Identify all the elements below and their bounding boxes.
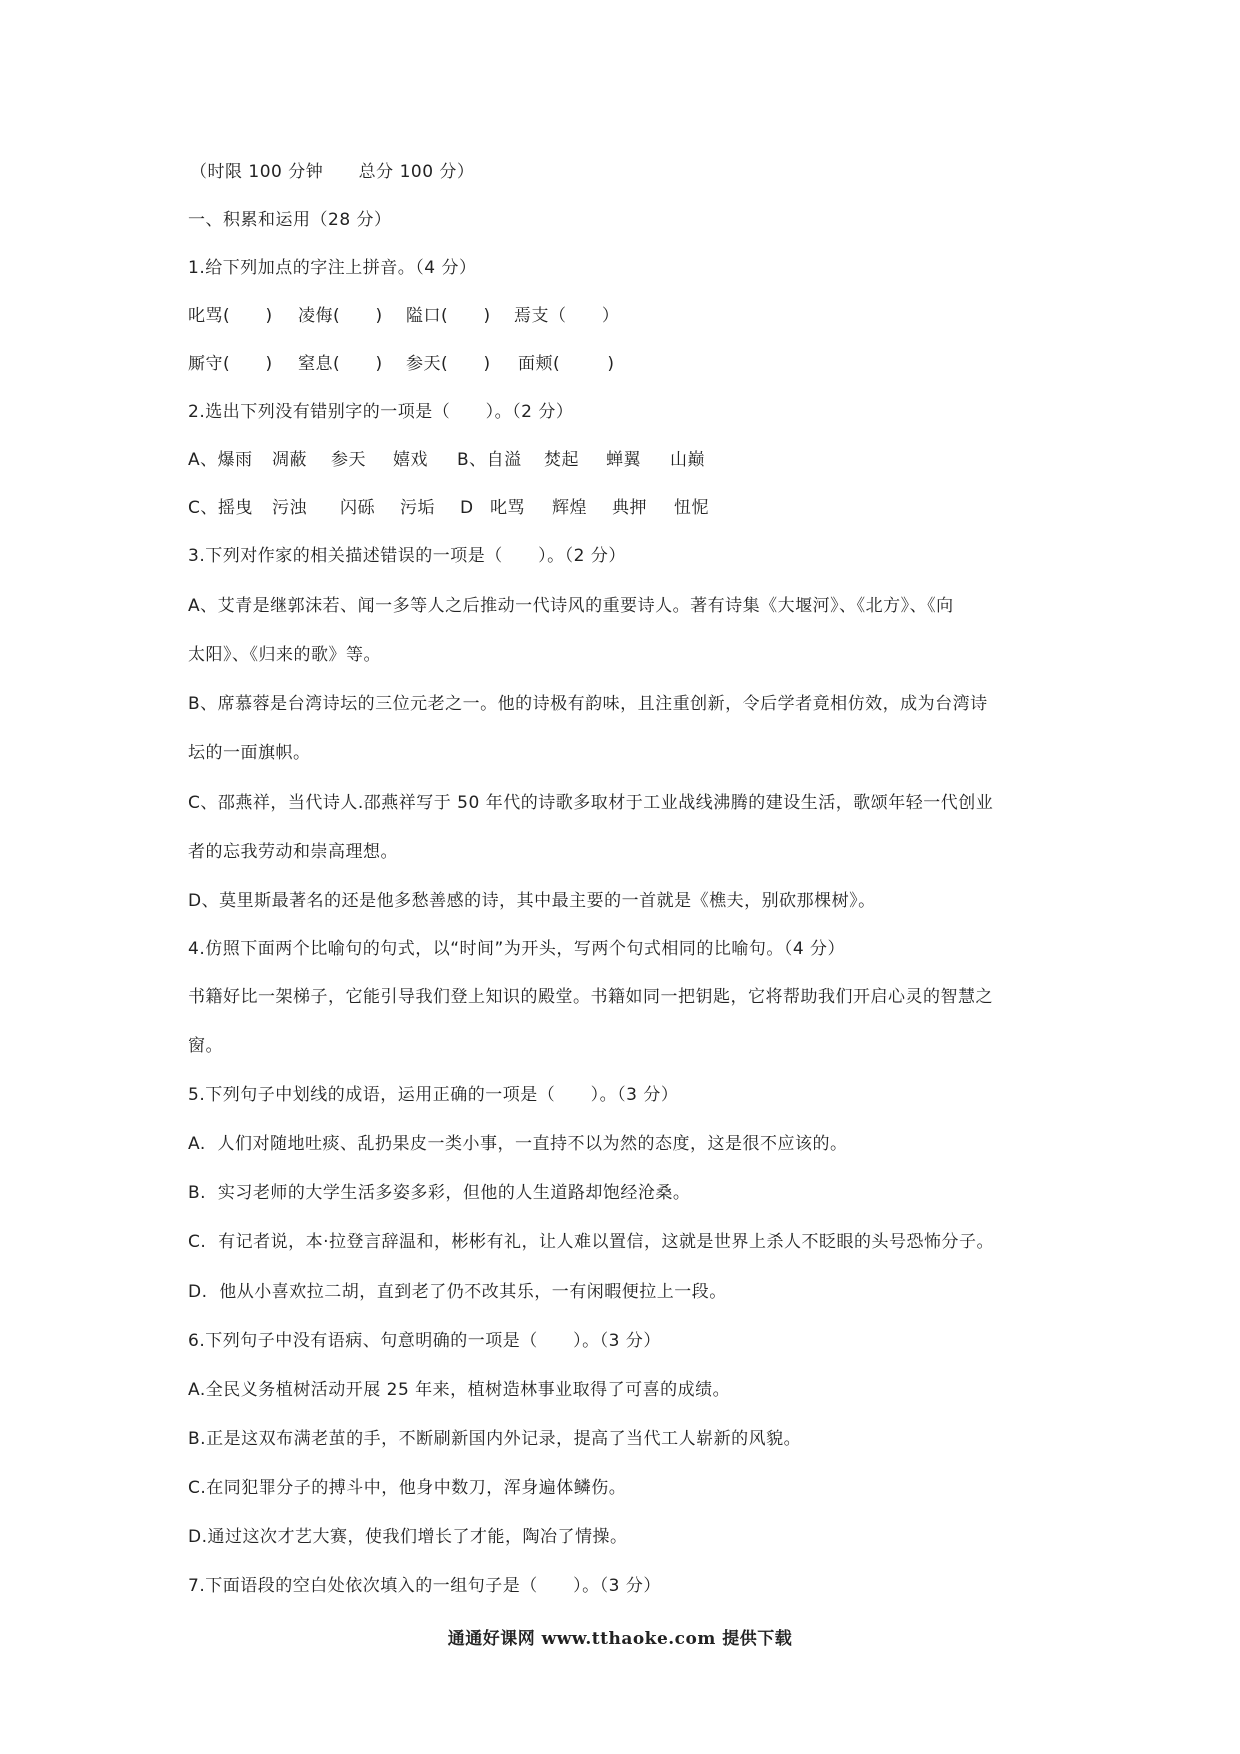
q3-prompt: 3.下列对作家的相关描述错误的一项是（ ）。（2 分） bbox=[188, 546, 626, 566]
exam-header: （时限 100 分钟 总分 100 分） bbox=[190, 162, 475, 182]
q1-row1 bbox=[188, 304, 1088, 328]
q1-item: 凌侮( ) bbox=[298, 306, 383, 326]
q2-option: C、摇曳 bbox=[188, 498, 253, 518]
q5-option-d: D. 他从小喜欢拉二胡，直到老了仍不改其乐，一有闲暇便拉上一段。 bbox=[188, 1282, 727, 1302]
q6-option-d: D.通过这次才艺大赛，使我们增长了才能，陶冶了情操。 bbox=[188, 1527, 628, 1547]
q1-item: 厮守( ) bbox=[188, 354, 273, 374]
q2-word: 蝉翼 bbox=[606, 450, 641, 470]
q5-option-c: C. 有记者说，本·拉登言辞温和，彬彬有礼，让人难以置信，这就是世界上杀人不眨眼的头号恐怖分子。 bbox=[188, 1232, 994, 1252]
q5-option-b: B. 实习老师的大学生活多姿多彩，但他的人生道路却饱经沧桑。 bbox=[188, 1183, 691, 1203]
q2-word: 凋蔽 bbox=[272, 450, 307, 470]
q2-word: 污垢 bbox=[400, 498, 435, 518]
q2-word: 典押 bbox=[612, 498, 647, 518]
q2-word: 污浊 bbox=[272, 498, 307, 518]
q5-prompt: 5.下列句子中划线的成语，运用正确的一项是（ ）。（3 分） bbox=[188, 1085, 679, 1105]
q2-option: D bbox=[460, 498, 474, 518]
q2-word: 闪砾 bbox=[340, 498, 375, 518]
q4-sample-text-cont: 窗。 bbox=[188, 1036, 223, 1056]
q2-row1 bbox=[188, 448, 1088, 472]
q5-option-a: A. 人们对随地吐痰、乱扔果皮一类小事，一直持不以为然的态度，这是很不应该的。 bbox=[188, 1134, 848, 1154]
q3-option-b-cont: 坛的一面旗帜。 bbox=[188, 743, 311, 763]
q6-option-c: C.在同犯罪分子的搏斗中，他身中数刀，浑身遍体鳞伤。 bbox=[188, 1478, 627, 1498]
q7-prompt: 7.下面语段的空白处依次填入的一组句子是（ ）。（3 分） bbox=[188, 1576, 661, 1596]
q3-option-d: D、莫里斯最著名的还是他多愁善感的诗，其中最主要的一首就是《樵夫，别砍那棵树》。 bbox=[188, 891, 876, 911]
q1-row2 bbox=[188, 352, 1088, 376]
section-title: 一、积累和运用（28 分） bbox=[188, 210, 392, 230]
q2-prompt: 2.选出下列没有错别字的一项是（ ）。（2 分） bbox=[188, 402, 574, 422]
q2-word: 叱骂 bbox=[490, 498, 525, 518]
q2-word: 辉煌 bbox=[552, 498, 587, 518]
q4-prompt: 4.仿照下面两个比喻句的句式，以“时间”为开头，写两个句式相同的比喻句。（4 分） bbox=[188, 939, 846, 959]
q2-word: 参天 bbox=[331, 450, 366, 470]
q6-option-b: B.正是这双布满老茧的手，不断刷新国内外记录，提高了当代工人崭新的风貌。 bbox=[188, 1429, 802, 1449]
q6-option-a: A.全民义务植树活动开展 25 年来，植树造林事业取得了可喜的成绩。 bbox=[188, 1380, 731, 1400]
q2-option: B、自溢 bbox=[457, 450, 522, 470]
page-footer: 通通好课网 www.tthaoke.com 提供下载 bbox=[447, 1629, 793, 1649]
q2-word: 忸怩 bbox=[674, 498, 709, 518]
q3-option-b: B、席慕蓉是台湾诗坛的三位元老之一。他的诗极有韵味，且注重创新，令后学者竟相仿效，成为台湾诗 bbox=[188, 694, 988, 714]
q2-word: 山巅 bbox=[670, 450, 705, 470]
q2-word: 嬉戏 bbox=[393, 450, 428, 470]
q1-item: 面颊( ) bbox=[518, 354, 615, 374]
q3-option-a-cont: 太阳》、《归来的歌》等。 bbox=[188, 645, 381, 665]
q3-option-c: C、邵燕祥，当代诗人.邵燕祥写于 50 年代的诗歌多取材于工业战线沸腾的建设生活，歌颂年轻一代创业 bbox=[188, 793, 994, 813]
q2-option: A、爆雨 bbox=[188, 450, 253, 470]
q1-item: 参天( ) bbox=[406, 354, 491, 374]
q3-option-a: A、艾青是继郭沫若、闻一多等人之后推动一代诗风的重要诗人。著有诗集《大堰河》、《北方》、《向 bbox=[188, 596, 954, 616]
q1-prompt: 1.给下列加点的字注上拼音。（4 分） bbox=[188, 258, 477, 278]
q1-item: 窒息( ) bbox=[298, 354, 383, 374]
q4-sample-text: 书籍好比一架梯子，它能引导我们登上知识的殿堂。书籍如同一把钥匙，它将帮助我们开启心灵的智慧之 bbox=[188, 987, 993, 1007]
q1-item: 隘口( ) bbox=[406, 306, 491, 326]
q3-option-c-cont: 者的忘我劳动和崇高理想。 bbox=[188, 842, 398, 862]
q2-row2 bbox=[188, 496, 1088, 520]
q2-word: 焚起 bbox=[544, 450, 579, 470]
q1-item: 焉支（ ） bbox=[514, 306, 620, 326]
q1-item: 叱骂( ) bbox=[188, 306, 273, 326]
q6-prompt: 6.下列句子中没有语病、句意明确的一项是（ ）。（3 分） bbox=[188, 1331, 661, 1351]
